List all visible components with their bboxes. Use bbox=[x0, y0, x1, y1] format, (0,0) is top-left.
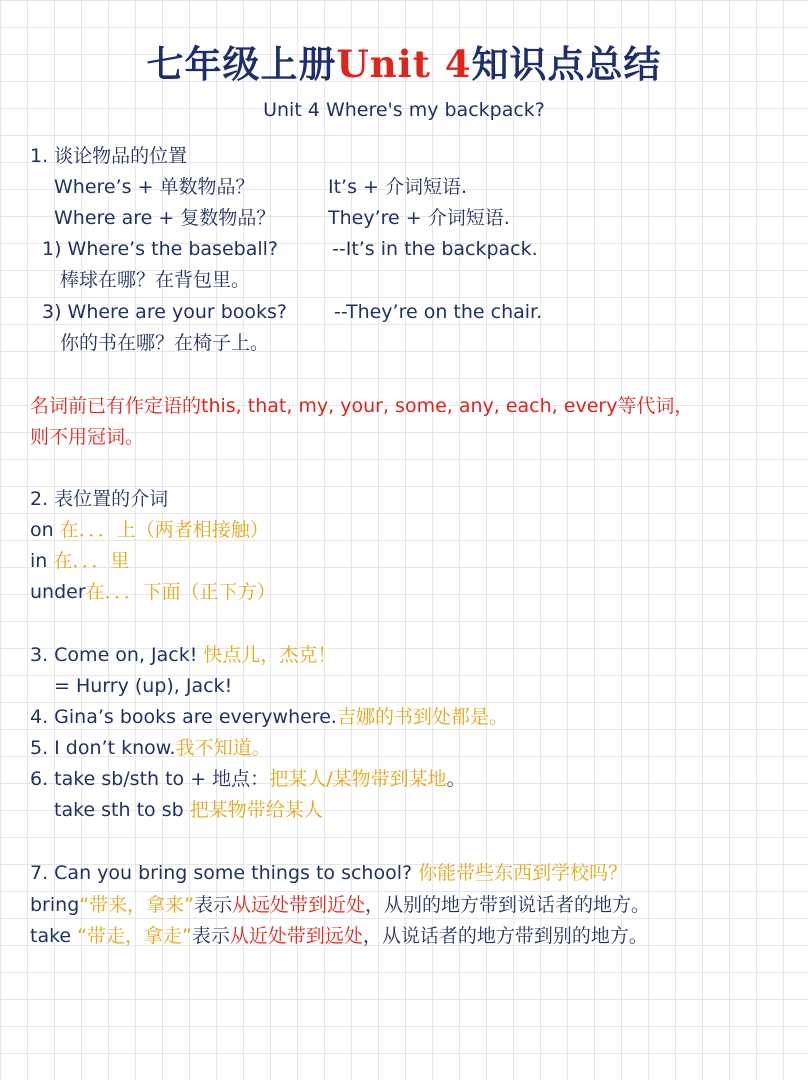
example1-question: 1) Where’s the baseball? bbox=[42, 238, 278, 260]
page-subtitle: Unit 4 Where's my backpack? bbox=[263, 99, 545, 121]
page-title: 七年级上册Unit 4知识点总结 bbox=[146, 42, 662, 86]
section6-line: 6. take sb/sth to + 地点：把某人/某物带到某地。 bbox=[30, 768, 466, 790]
section7-line: 7. Can you bring some things to school? 你能带些东西到学校吗？ bbox=[30, 862, 628, 884]
section1-row1-answer: It’s + 介词短语. bbox=[328, 176, 468, 198]
example1-translation: 棒球在哪？在背包里。 bbox=[60, 269, 251, 291]
section3-alt: = Hurry (up), Jack! bbox=[54, 675, 233, 697]
section1-row2: Where are + 复数物品？ bbox=[54, 207, 276, 229]
section3-line: 3. Come on, Jack! 快点儿，杰克！ bbox=[30, 644, 337, 666]
prep-on: on 在．．．上（两者相接触） bbox=[30, 519, 269, 541]
example1-answer: --It’s in the backpack. bbox=[332, 238, 538, 260]
example3-translation: 你的书在哪？在椅子上。 bbox=[60, 332, 270, 354]
article-note-line1: 名词前已有作定语的this, that, my, your, some, any, each, every等代词， bbox=[30, 395, 694, 417]
section2-heading: 2. 表位置的介词 bbox=[30, 488, 169, 510]
section4-line: 4. Gina’s books are everywhere.吉娜的书到处都是。 bbox=[30, 706, 508, 728]
bring-explanation: bring“带来，拿来”表示从远处带到近处，从别的地方带到说话者的地方。 bbox=[30, 894, 650, 916]
prep-in: in 在．．．里 bbox=[30, 550, 130, 572]
section6-sub: take sth to sb 把某物带给某人 bbox=[54, 799, 323, 821]
example3-question: 3) Where are your books? bbox=[42, 301, 288, 323]
title-accent: Unit 4 bbox=[336, 42, 472, 86]
take-explanation: take “带走，拿走”表示从近处带到远处，从说话者的地方带到别的地方。 bbox=[30, 925, 648, 947]
prep-under: under在．．．下面（正下方） bbox=[30, 581, 276, 603]
section1-heading: 1. 谈论物品的位置 bbox=[30, 145, 188, 167]
article-note-line2: 则不用冠词。 bbox=[30, 426, 145, 448]
section1-row2-answer: They’re + 介词短语. bbox=[328, 207, 510, 229]
section1-row1: Where’s + 单数物品？ bbox=[54, 176, 255, 198]
example3-answer: --They’re on the chair. bbox=[334, 301, 543, 323]
section5-line: 5. I don’t know.我不知道。 bbox=[30, 737, 271, 759]
